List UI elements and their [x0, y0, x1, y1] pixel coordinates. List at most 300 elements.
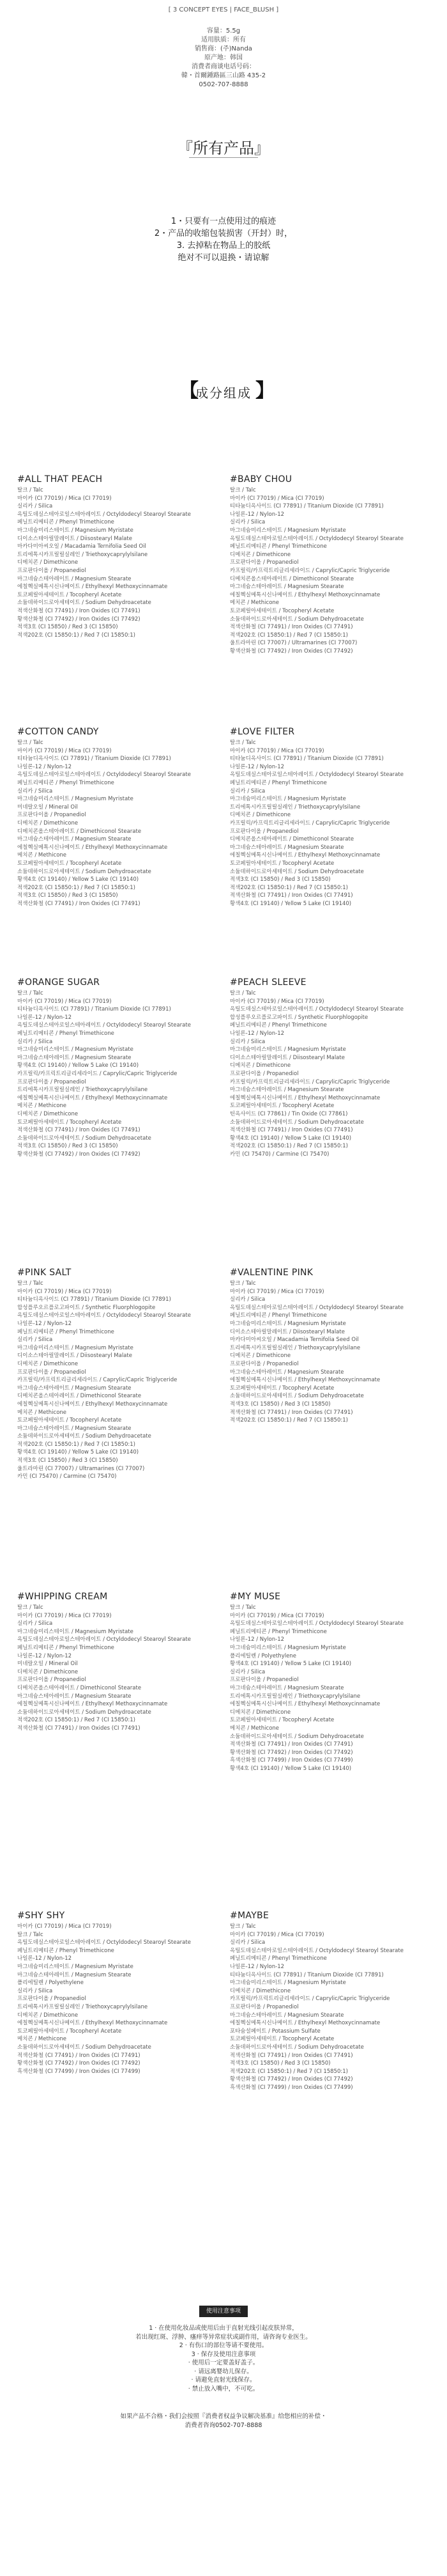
ingredient-item: 실리카 / Silica [230, 1296, 266, 1303]
ingredient-item: 페닐트리메티콘 / Phenyl Trimethicone [230, 543, 327, 550]
ingredient-item: 디메치콘올스테아레이트 / Dimethiconol Stearate [230, 575, 354, 582]
brand-header: [ 3 CONCEPT EYES | FACE_BLUSH ] [168, 6, 279, 13]
product-name: #ORANGE SUGAR [17, 977, 100, 988]
ingredient-item: 실리카 / Silica [17, 1038, 53, 1045]
ingredient-item: 프로판다이올 / Propanediol [17, 567, 86, 574]
ingredient-item: 카민 (CI 75470) / Carmine (CI 75470) [230, 1151, 330, 1158]
ingredient-item: 토코페릴아세테이트 / Tocopheryl Acetate [17, 2028, 122, 2035]
ingredient-item: 적색202호 (CI 15850:1) / Red 7 (CI 15850:1) [230, 2068, 348, 2075]
ingredient-item: 마그네슘미리스테이트 / Magnesium Myristate [230, 1046, 346, 1053]
ingredient-item: 나일론-12 / Nylon-12 [17, 763, 72, 770]
ingredient-item: 소듐데하이드로아세테이트 / Sodium Dehydroacetate [230, 1119, 364, 1126]
notice-title: 『所有产品』 [178, 139, 269, 157]
ingredient-item: 프로판다이올 / Propanediol [230, 1070, 299, 1077]
info-capacity: 容量：5.5g [206, 27, 241, 35]
ingredient-item: 토코페릴아세테이트 / Tocopheryl Acetate [230, 607, 335, 614]
ingredient-item: 마그네슘미리스테이트 / Magnesium Myristate [230, 1644, 346, 1651]
product-name: #MAYBE [230, 1911, 269, 1921]
ingredient-item: 마이카 (CI 77019) / Mica (CI 77019) [17, 747, 112, 754]
ingredient-item: 황색산화철 (CI 77492) / Iron Oxides (CI 77492) [230, 2076, 353, 2083]
ingredient-item: 마그네슘스테아레이트 / Magnesium Stearate [230, 584, 344, 591]
ingredient-item: 나일론-12 / Nylon-12 [17, 1014, 72, 1021]
product-name: #VALENTINE PINK [230, 1268, 314, 1278]
ingredient-item: 프로판다이올 / Propanediol [17, 1078, 86, 1085]
ingredient-item: 디메치콘 / Dimethicone [230, 551, 291, 558]
ingredient-item: 적색3호 (CI 15850) / Red 3 (CI 15850) [230, 2060, 331, 2067]
ingredient-item: 틴옥사이드 (CI 77861) / Tin Oxide (CI 77861) [230, 1110, 348, 1117]
ingredient-item: 토코페릴아세테이트 / Tocopheryl Acetate [230, 1103, 335, 1110]
ingredient-item: 마카다미아씨오일 / Macadamia Ternifolia Seed Oil [17, 543, 146, 550]
ingredient-item: 소듐데하이드로아세테이트 / Sodium Dehydroacetate [17, 868, 151, 875]
right-bracket: 】 [255, 380, 275, 402]
ingredient-item: 에칠헥실메톡시신나메이트 / Ethylhexyl Methoxycinnamate [17, 1401, 168, 1408]
ingredient-item: 소듐데하이드로아세테이트 / Sodium Dehydroacetate [17, 1135, 151, 1142]
product-name: #SHY SHY [17, 1911, 65, 1921]
ingredient-list [230, 989, 434, 1158]
ingredient-item: 황색4호 (CI 19140) / Yellow 5 Lake (CI 19140) [17, 1449, 139, 1456]
ingredient-item: 적색산화철 (CI 77491) / Iron Oxides (CI 77491) [230, 1409, 353, 1416]
ingredient-item: 페닐트리메티콘 / Phenyl Trimethicone [17, 1947, 114, 1954]
product-name: #PINK SALT [17, 1268, 72, 1278]
ingredient-item: 황색4호 (CI 19140) / Yellow 5 Lake (CI 19140) [17, 876, 139, 883]
product-block [17, 725, 222, 908]
ingredient-item: 마그네슘스테아레이트 / Magnesium Stearate [17, 575, 132, 582]
ingredient-item: 마이카 (CI 77019) / Mica (CI 77019) [17, 998, 112, 1005]
ingredient-item: 디메치콘 / Dimethicone [230, 1353, 291, 1360]
ingredient-item: 마그네슘미리스테이트 / Magnesium Myristate [17, 796, 133, 803]
ingredient-item: 마카다미아씨오일 / Macadamia Ternifolia Seed Oil [230, 1337, 359, 1344]
ingredient-item: 적색202호 (CI 15850:1) / Red 7 (CI 15850:1) [17, 632, 135, 639]
ingredient-item: 옥틸도데실스테아로일스테아레이트 / Octyldodecyl Stearoyl Stearate [230, 772, 404, 779]
ingredient-item: 마그네슘스테아레이트 / Magnesium Stearate [230, 844, 344, 851]
ingredient-item: 실리카 / Silica [230, 1038, 266, 1045]
ingredient-item: 토코페릴아세테이트 / Tocopheryl Acetate [230, 860, 335, 867]
ingredient-item: 황색산화철 (CI 77492) / Iron Oxides (CI 77492) [17, 616, 140, 623]
ingredient-item: 소듐데하이드로아세테이트 / Sodium Dehydroacetate [230, 1733, 364, 1740]
ingredient-item: 디메치콘 / Dimethicone [230, 1987, 291, 1994]
ingredient-item: 카민 (CI 75470) / Carmine (CI 75470) [17, 1473, 117, 1480]
product-name: #BABY CHOU [230, 474, 292, 485]
ingredient-item: 디이소스테아릴말레이트 / Diisostearyl Malate [230, 1328, 345, 1335]
ingredient-list [17, 1280, 222, 1481]
ingredient-item: 마그네슘스테아레이트 / Magnesium Stearate [17, 1054, 132, 1061]
ingredient-item: 적색3호 (CI 15850) / Red 3 (CI 15850) [17, 892, 118, 899]
ingredient-item: 탈크 / Talc [230, 990, 256, 997]
ingredient-item: 페닐트리메티콘 / Phenyl Trimethicone [230, 1022, 327, 1029]
ingredient-item: 트리에톡시카프릴릴실레인 / Triethoxycaprylylsilane [230, 1344, 361, 1351]
ingredient-item: 탈크 / Talc [17, 990, 43, 997]
ingredient-item: 페닐트리메티콘 / Phenyl Trimethicone [230, 1955, 327, 1962]
ingredient-item: 토코페릴아세테이트 / Tocopheryl Acetate [230, 2036, 335, 2043]
ingredient-item: 탈크 / Talc [230, 1923, 256, 1930]
ingredient-item: 트리에톡시카프릴릴실레인 / Triethoxycaprylylsilane [17, 2003, 148, 2010]
ingredient-item: 마이카 (CI 77019) / Mica (CI 77019) [17, 1288, 112, 1295]
ingredient-item: 옥틸도데실스테아로일스테아레이트 / Octyldodecyl Stearoyl Stearate [230, 1620, 404, 1627]
ingredient-item: 옥틸도데실스테아로일스테아레이트 / Octyldodecyl Stearoyl Stearate [230, 1006, 404, 1013]
ingredient-item: 마그네슘스테아레이트 / Magnesium Stearate [17, 1425, 132, 1432]
ingredient-item: 실리카 / Silica [230, 1939, 266, 1946]
ingredient-item: 프로판다이올 / Propanediol [230, 828, 299, 835]
ingredient-item: 에칠헥실메톡시신나메이트 / Ethylhexyl Methoxycinnamate [230, 1094, 381, 1101]
product-block [230, 725, 434, 908]
ingredient-item: 페닐트리메티콘 / Phenyl Trimethicone [230, 1628, 327, 1635]
notice-item: 2・产品的收缩包装损害（开封）时， [154, 229, 293, 238]
ingredient-item: 황색산화철 (CI 77492) / Iron Oxides (CI 77492) [17, 2060, 140, 2067]
ingredient-item: 마이카 (CI 77019) / Mica (CI 77019) [230, 747, 324, 754]
ingredient-item: 나일론-12 / Nylon-12 [17, 1652, 72, 1659]
product-info [0, 27, 447, 89]
ingredient-item: 카프릴릭/카프릭트리글리세라이드 / Caprylic/Capric Triglyceride [230, 1078, 390, 1085]
product-block [17, 1266, 222, 1481]
caution-item: · 请避免直射光线保存。 [191, 2377, 256, 2384]
ingredient-item: 티타늄디옥사이드 (CI 77891) / Titanium Dioxide (CI 77891) [230, 1971, 384, 1978]
ingredient-item: 마이카 (CI 77019) / Mica (CI 77019) [230, 1288, 324, 1295]
ingredient-item: 황색4호 (CI 19140) / Yellow 5 Lake (CI 19140) [230, 900, 352, 907]
ingredient-item: 마이카 (CI 77019) / Mica (CI 77019) [17, 1612, 112, 1619]
ingredient-item: 실리카 / Silica [17, 1620, 53, 1627]
ingredient-item: 탈크 / Talc [230, 1280, 256, 1287]
ingredient-item: 에칠헥실메톡시신나메이트 / Ethylhexyl Methoxycinnamate [17, 1701, 168, 1708]
product-name: #COTTON CANDY [17, 727, 99, 737]
ingredient-item: 소듐데하이드로아세테이트 / Sodium Dehydroacetate [230, 868, 364, 875]
ingredient-item: 실리카 / Silica [17, 788, 53, 795]
ingredient-item: 적색202호 (CI 15850:1) / Red 7 (CI 15850:1) [17, 884, 135, 891]
ingredient-item: 탈크 / Talc [230, 1604, 256, 1611]
ingredient-item: 나일론-12 / Nylon-12 [230, 1963, 285, 1970]
ingredient-item: 적색202호 (CI 15850:1) / Red 7 (CI 15850:1) [230, 884, 348, 891]
ingredient-item: 옥틸도데실스테아로일스테아레이트 / Octyldodecyl Stearoyl Stearate [17, 511, 191, 518]
ingredient-item: 옥틸도데실스테아로일스테아레이트 / Octyldodecyl Stearoyl Stearate [230, 1304, 404, 1311]
ingredient-item: 디이소스테아릴말레이트 / Diisostearyl Malate [17, 1353, 132, 1360]
ingredient-item: 메치콘 / Methicone [230, 1725, 280, 1732]
ingredient-item: 페닐트리메티콘 / Phenyl Trimethicone [230, 1312, 327, 1319]
ingredient-item: 마그네슘미리스테이트 / Magnesium Myristate [17, 1046, 133, 1053]
ingredient-item: 디메치콘올스테아레이트 / Dimethiconol Stearate [17, 828, 142, 835]
ingredient-item: 나일론-12 / Nylon-12 [230, 1030, 285, 1037]
notice-divider [189, 157, 258, 158]
ingredient-item: 옥틸도데실스테아로일스테아레이트 / Octyldodecyl Stearoyl Stearate [230, 1947, 404, 1954]
ingredient-item: 토코페릴아세테이트 / Tocopheryl Acetate [17, 1119, 122, 1126]
ingredient-item: 메치콘 / Methicone [17, 2036, 67, 2043]
ingredient-item: 흑색산화철 (CI 77499) / Iron Oxides (CI 77499) [230, 2084, 353, 2091]
ingredient-item: 황색4호 (CI 19140) / Yellow 5 Lake (CI 19140) [230, 1661, 352, 1668]
product-name: #MY MUSE [230, 1592, 281, 1602]
ingredient-item: 디메치콘 / Dimethicone [230, 1062, 291, 1069]
ingredient-item: 페닐트리메티콘 / Phenyl Trimethicone [17, 1030, 114, 1037]
ingredient-item: 마그네슘스테아레이트 / Magnesium Stearate [230, 1369, 344, 1376]
ingredient-item: 페닐트리메티콘 / Phenyl Trimethicone [17, 1328, 114, 1335]
ingredient-item: 적색산화철 (CI 77491) / Iron Oxides (CI 77491) [17, 2052, 140, 2059]
ingredient-item: 적색산화철 (CI 77491) / Iron Oxides (CI 77491) [230, 2052, 353, 2059]
ingredient-item: 옥틸도데실스테아로일스테아레이트 / Octyldodecyl Stearoyl Stearate [230, 535, 404, 542]
ingredient-item: 에칠헥실메톡시신나메이트 / Ethylhexyl Methoxycinnamate [17, 844, 168, 851]
ingredient-item: 적색3호 (CI 15850) / Red 3 (CI 15850) [17, 1143, 118, 1150]
ingredient-item: 카프릴릭/카프릭트리글리세라이드 / Caprylic/Capric Triglyceride [230, 1996, 390, 2003]
ingredient-item: 티타늄디옥사이드 (CI 77891) / Titanium Dioxide (CI 77891) [17, 1006, 171, 1013]
ingredient-item: 마이카 (CI 77019) / Mica (CI 77019) [230, 1931, 324, 1938]
ingredient-item: 메치콘 / Methicone [17, 852, 67, 859]
ingredient-item: 실리카 / Silica [230, 519, 266, 526]
ingredient-item: 프로판다이올 / Propanediol [230, 559, 299, 566]
ingredient-item: 트리에톡시카프릴릴실레인 / Triethoxycaprylylsilane [17, 1087, 148, 1094]
ingredient-item: 마그네슘미리스테이트 / Magnesium Myristate [17, 1628, 133, 1635]
ingredient-item: 울트라마린 (CI 77007) / Ultramarines (CI 77007) [17, 1465, 145, 1472]
ingredient-item: 마그네슘미리스테이트 / Magnesium Myristate [17, 1963, 133, 1970]
ingredient-item: 토코페릴아세테이트 / Tocopheryl Acetate [230, 1717, 335, 1724]
ingredient-item: 적색산화철 (CI 77491) / Iron Oxides (CI 77491) [17, 1127, 140, 1134]
ingredient-item: 에칠헥실메톡시신나메이트 / Ethylhexyl Methoxycinnamate [17, 2020, 168, 2027]
ingredient-item: 탈크 / Talc [230, 487, 256, 493]
ingredient-list [17, 739, 222, 908]
ingredient-item: 나일론-12 / Nylon-12 [230, 763, 285, 770]
caution-item: 1 · 在使用化妆品或使用后由于直射光线引起皮肤异常， [149, 2325, 298, 2332]
product-name: #LOVE FILTER [230, 727, 295, 737]
ingredient-item: 소듐데하이드로아세테이트 / Sodium Dehydroacetate [230, 1393, 364, 1400]
ingredient-item: 프로판다이올 / Propanediol [230, 2003, 299, 2010]
ingredient-item: 마이카 (CI 77019) / Mica (CI 77019) [230, 998, 324, 1005]
ingredient-item: 미네랄오일 / Mineral Oil [17, 1661, 78, 1668]
ingredient-item: 폴리에틸렌 / Polyethylene [17, 1980, 84, 1987]
ingredient-item: 에칠헥실메톡시신나메이트 / Ethylhexyl Methoxycinnamate [230, 1377, 381, 1384]
ingredient-item: 탈크 / Talc [17, 1931, 43, 1938]
ingredient-list [17, 989, 222, 1158]
ingredient-item: 황색4호 (CI 19140) / Yellow 5 Lake (CI 19140) [17, 1062, 139, 1069]
product-block [17, 1590, 222, 1733]
ingredient-item: 페닐트리메티콘 / Phenyl Trimethicone [230, 779, 327, 786]
caution-item: · 禁止放入嘴中，不可吃。 [188, 2385, 259, 2393]
caution-item: 2 · 有伤口的部位等请不要使用。 [179, 2342, 268, 2349]
ingredient-item: 적색202호 (CI 15850:1) / Red 7 (CI 15850:1) [230, 1143, 348, 1150]
info-origin: 原产地：韩国 [204, 54, 243, 61]
ingredient-item: 에칠헥실메톡시신나메이트 / Ethylhexyl Methoxycinnamate [230, 1701, 381, 1708]
ingredient-item: 티타늄디옥사이드 (CI 77891) / Titanium Dioxide (CI 77891) [17, 756, 171, 763]
ingredient-item: 폴리에틸렌 / Polyethylene [230, 1652, 296, 1659]
ingredient-item: 옥틸도데실스테아로일스테아레이트 / Octyldodecyl Stearoyl Stearate [17, 1022, 191, 1029]
ingredient-item: 탈크 / Talc [17, 1280, 43, 1287]
ingredient-item: 적색3호 (CI 15850) / Red 3 (CI 15850) [230, 1401, 331, 1408]
ingredient-item: 포타슘설페이트 / Potassium Sulfate [230, 2028, 321, 2035]
ingredient-item: 프로판다이올 / Propanediol [17, 1369, 86, 1376]
contact-line: 如果产品不合格・我们会按照『消费者权益争议解决基准』给您相应的补偿・ [120, 2413, 327, 2420]
ingredient-item: 나일론-12 / Nylon-12 [17, 1955, 72, 1962]
ingredient-item: 황색산화철 (CI 77492) / Iron Oxides (CI 77492) [17, 1151, 140, 1158]
ingredient-item: 페닐트리메티콘 / Phenyl Trimethicone [17, 519, 114, 526]
ingredient-item: 적색산화철 (CI 77491) / Iron Oxides (CI 77491) [230, 624, 353, 631]
ingredient-list [230, 1280, 434, 1425]
ingredient-list [17, 486, 222, 639]
ingredient-item: 트리에톡시카프릴릴실레인 / Triethoxycaprylylsilane [230, 1693, 361, 1700]
ingredient-item: 적색202호 (CI 15850:1) / Red 7 (CI 15850:1) [17, 1717, 135, 1724]
product-block [17, 472, 222, 639]
ingredient-item: 소듐데하이드로아세테이트 / Sodium Dehydroacetate [17, 2044, 151, 2051]
ingredient-item: 적색산화철 (CI 77491) / Iron Oxides (CI 77491) [17, 1725, 140, 1732]
product-block [230, 1590, 434, 1773]
product-block [230, 1266, 434, 1425]
info-phone: 0502-707-8888 [199, 81, 248, 88]
ingredient-item: 적색산화철 (CI 77491) / Iron Oxides (CI 77491) [17, 607, 140, 614]
product-block [230, 1909, 434, 2091]
info-address: 韓・首爾鍾路區三山路 435-2 [181, 72, 266, 79]
ingredient-item: 황색산화철 (CI 77492) / Iron Oxides (CI 77492) [230, 1749, 353, 1756]
info-skin-type: 适用肤质：所有 [201, 36, 246, 43]
ingredient-item: 프로판다이올 / Propanediol [230, 1360, 299, 1367]
ingredient-item: 옥틸도데실스테아로일스테아레이트 / Octyldodecyl Stearoyl Stearate [17, 1939, 191, 1946]
ingredient-list [17, 1604, 222, 1733]
ingredient-item: 소듐데하이드로아세테이트 / Sodium Dehydroacetate [17, 1433, 151, 1440]
ingredient-item: 프로판다이올 / Propanediol [17, 1996, 86, 2003]
info-seller: 销售商：(주)Nanda [195, 45, 252, 52]
ingredient-item: 디메치콘 / Dimethicone [17, 559, 79, 566]
ingredient-item: 마이카 (CI 77019) / Mica (CI 77019) [230, 1612, 324, 1619]
ingredient-item: 티타늄디옥사이드 (CI 77891) / Titanium Dioxide (CI 77891) [17, 1296, 171, 1303]
ingredient-item: 에칠헥실메톡시신나메이트 / Ethylhexyl Methoxycinnamate [230, 591, 381, 598]
ingredient-item: 나일론-12 / Nylon-12 [17, 1320, 72, 1327]
ingredient-item: 마그네슘미리스테이트 / Magnesium Myristate [17, 1344, 133, 1351]
ingredient-item: 합성플루오르플로고파이트 / Synthetic Fluorphlogopite [230, 1014, 368, 1021]
ingredient-item: 프로판다이올 / Propanediol [17, 812, 86, 819]
ingredient-list [230, 1923, 434, 2091]
ingredient-item: 적색3호 (CI 15850) / Red 3 (CI 15850) [17, 1457, 118, 1464]
ingredient-item: 탈크 / Talc [17, 487, 43, 493]
ingredient-item: 디메치콘 / Dimethicone [17, 819, 79, 826]
caution-item: · 使用后一定要盖好盖子。 [188, 2359, 259, 2366]
info-contact-label: 消费者商谈电话号码： [192, 63, 255, 70]
ingredient-item: 카프릴릭/카프릭트리글리세라이드 / Caprylic/Capric Triglyceride [17, 1070, 178, 1077]
ingredient-item: 나일론-12 / Nylon-12 [230, 511, 285, 518]
caution-item: · 请远离婴幼儿保存。 [194, 2368, 253, 2375]
ingredient-item: 적색202호 (CI 15850:1) / Red 7 (CI 15850:1) [230, 1417, 348, 1424]
ingredient-item: 실리카 / Silica [17, 503, 53, 510]
product-block [230, 975, 434, 1158]
ingredient-item: 마그네슘미리스테이트 / Magnesium Myristate [230, 1320, 346, 1327]
ingredient-item: 나일론-12 / Nylon-12 [230, 1636, 285, 1643]
contact-info [0, 2412, 447, 2430]
ingredients-heading: 成分组成 [195, 385, 252, 401]
ingredient-item: 트리에톡시카프릴릴실레인 / Triethoxycaprylylsilane [17, 551, 148, 558]
ingredient-item: 에칠헥실메톡시신나메이트 / Ethylhexyl Methoxycinnamate [17, 584, 168, 591]
ingredient-item: 적색202호 (CI 15850:1) / Red 7 (CI 15850:1) [17, 1441, 135, 1448]
ingredient-item: 적색3호 (CI 15850) / Red 3 (CI 15850) [17, 624, 118, 631]
ingredient-item: 프로판다이올 / Propanediol [230, 1677, 299, 1684]
ingredient-item: 마이카 (CI 77019) / Mica (CI 77019) [17, 1923, 112, 1930]
product-block [17, 1909, 222, 2076]
ingredient-item: 옥틸도데실스테아로일스테아레이트 / Octyldodecyl Stearoyl Stearate [17, 772, 191, 779]
ingredient-item: 디메치콘 / Dimethicone [230, 1709, 291, 1716]
product-block [230, 472, 434, 655]
ingredient-item: 적색202호 (CI 15850:1) / Red 7 (CI 15850:1) [230, 632, 348, 639]
ingredient-item: 실리카 / Silica [230, 788, 266, 795]
notice-list [0, 215, 447, 264]
product-name: #ALL THAT PEACH [17, 474, 103, 485]
ingredient-item: 옥틸도데실스테아로일스테아레이트 / Octyldodecyl Stearoyl Stearate [17, 1312, 191, 1319]
ingredient-item: 페닐트리메티콘 / Phenyl Trimethicone [17, 779, 114, 786]
ingredient-item: 실리카 / Silica [230, 1668, 266, 1675]
contact-line: 消费者咨询0502-707-8888 [185, 2422, 262, 2429]
ingredient-item: 마이카 (CI 77019) / Mica (CI 77019) [17, 495, 112, 502]
ingredient-item: 디메치콘 / Dimethicone [230, 812, 291, 819]
ingredient-item: 미네랄오일 / Mineral Oil [17, 803, 78, 811]
ingredient-item: 마그네슘미리스테이트 / Magnesium Myristate [230, 796, 346, 803]
ingredient-item: 실리카 / Silica [17, 1337, 53, 1344]
ingredient-item: 카프릴릭/카프릭트리글리세라이드 / Caprylic/Capric Triglyceride [230, 819, 390, 826]
ingredient-item: 합성플루오르플로고파이트 / Synthetic Fluorphlogopite [17, 1304, 156, 1311]
ingredient-list [230, 739, 434, 908]
ingredient-item: 카프릴릭/카프릭트리글리세라이드 / Caprylic/Capric Triglyceride [17, 1377, 178, 1384]
ingredient-item: 디메치콘 / Dimethicone [17, 1110, 79, 1117]
ingredient-item: 에칠헥실메톡시신나메이트 / Ethylhexyl Methoxycinnamate [17, 1094, 168, 1101]
ingredient-item: 황색4호 (CI 19140) / Yellow 5 Lake (CI 19140) [230, 1135, 352, 1142]
ingredient-item: 황색4호 (CI 19140) / Yellow 5 Lake (CI 19140) [230, 1765, 352, 1772]
ingredient-item: 황색산화철 (CI 77492) / Iron Oxides (CI 77492) [230, 648, 353, 655]
ingredient-item: 적색산화철 (CI 77491) / Iron Oxides (CI 77491) [17, 900, 140, 907]
ingredient-list [17, 1923, 222, 2076]
ingredient-item: 마그네슘스테아레이트 / Magnesium Stearate [17, 1693, 132, 1700]
caution-item: 3 · 保存及使用注意事项 [191, 2350, 256, 2358]
ingredient-item: 프로판다이올 / Propanediol [17, 1677, 86, 1684]
ingredient-item: 탈크 / Talc [230, 740, 256, 746]
ingredient-item: 토코페릴아세테이트 / Tocopheryl Acetate [17, 1417, 122, 1424]
ingredient-item: 소듐데하이드로아세테이트 / Sodium Dehydroacetate [17, 1709, 151, 1716]
caution-item: 若出现红斑、浮肿、瘙痒等异常症状或副作用，请咨询专业医生。 [135, 2333, 312, 2341]
ingredient-item: 마그네슘스테아레이트 / Magnesium Stearate [230, 1087, 344, 1094]
ingredient-item: 흑색산화철 (CI 77499) / Iron Oxides (CI 77499) [17, 2068, 140, 2075]
ingredient-item: 적색산화철 (CI 77491) / Iron Oxides (CI 77491) [230, 892, 353, 899]
ingredient-item: 디메치콘 / Dimethicone [17, 2012, 79, 2019]
ingredient-item: 적색산화철 (CI 77491) / Iron Oxides (CI 77491) [230, 1127, 353, 1134]
ingredient-item: 탈크 / Talc [17, 1604, 43, 1611]
ingredient-item: 에칠헥실메톡시신나메이트 / Ethylhexyl Methoxycinnamate [230, 852, 381, 859]
ingredient-item: 디이소스테아릴말레이트 / Diisostearyl Malate [17, 535, 132, 542]
ingredient-item: 흑색산화철 (CI 77499) / Iron Oxides (CI 77499) [230, 1757, 353, 1764]
ingredient-item: 디이소스테아릴말레이트 / Diisostearyl Malate [230, 1054, 345, 1061]
ingredient-item: 마그네슘스테아레이트 / Magnesium Stearate [230, 1684, 344, 1691]
ingredient-item: 토코페릴아세테이트 / Tocopheryl Acetate [17, 591, 122, 598]
notice-item: 1・只要有一点使用过的痕迹 [170, 217, 277, 226]
left-bracket: 【 [179, 380, 199, 402]
ingredient-list [230, 486, 434, 655]
ingredient-item: 티타늄디옥사이드 (CI 77891) / Titanium Dioxide (CI 77891) [230, 503, 384, 510]
notice-item: 3. 去掉粘在物品上的胶纸 [176, 241, 271, 251]
ingredient-item: 디메치콘 / Dimethicone [17, 1668, 79, 1675]
ingredient-item: 메치콘 / Methicone [17, 1409, 67, 1416]
ingredient-item: 적색3호 (CI 15850) / Red 3 (CI 15850) [230, 876, 331, 883]
ingredient-item: 적색산화철 (CI 77491) / Iron Oxides (CI 77491) [230, 1741, 353, 1748]
product-name: #PEACH SLEEVE [230, 977, 307, 988]
ingredient-item: 마그네슘스테아레이트 / Magnesium Stearate [17, 1385, 132, 1392]
ingredient-item: 마그네슘미리스테이트 / Magnesium Myristate [17, 527, 133, 534]
ingredient-item: 탈크 / Talc [17, 740, 43, 746]
notice-item: 绝对不可以退换・请谅解 [178, 253, 269, 263]
ingredient-item: 마그네슘스테아레이트 / Magnesium Stearate [230, 2012, 344, 2019]
ingredient-item: 트리에톡시카프릴릴실레인 / Triethoxycaprylylsilane [230, 803, 361, 811]
ingredient-item: 옥틸도데실스테아로일스테아레이트 / Octyldodecyl Stearoyl Stearate [17, 1636, 191, 1643]
caution-label: 使用注意事项 [199, 2306, 248, 2317]
ingredient-item: 티타늄디옥사이드 (CI 77891) / Titanium Dioxide (CI 77891) [230, 756, 384, 763]
ingredient-item: 소듐데하이드로아세테이트 / Sodium Dehydroacetate [230, 2044, 364, 2051]
product-name: #WHIPPING CREAM [17, 1592, 108, 1602]
ingredient-item: 실리카 / Silica [17, 1987, 53, 1994]
ingredient-item: 페닐트리메티콘 / Phenyl Trimethicone [17, 1644, 114, 1651]
ingredient-item: 토코페릴아세테이트 / Tocopheryl Acetate [230, 1385, 335, 1392]
ingredient-item: 디메치콘올스테아레이트 / Dimethiconol Stearate [17, 1684, 142, 1691]
ingredient-item: 소듐데하이드로아세테이트 / Sodium Dehydroacetate [17, 600, 151, 607]
product-block [17, 975, 222, 1158]
ingredient-item: 토코페릴아세테이트 / Tocopheryl Acetate [17, 860, 122, 867]
ingredient-item: 마이카 (CI 77019) / Mica (CI 77019) [230, 495, 324, 502]
ingredient-item: 마그네슘스테아레이트 / Magnesium Stearate [17, 1971, 132, 1978]
ingredient-item: 디메치콘올스테아레이트 / Dimethiconol Stearate [17, 1393, 142, 1400]
ingredient-item: 소듐데하이드로아세테이트 / Sodium Dehydroacetate [230, 616, 364, 623]
